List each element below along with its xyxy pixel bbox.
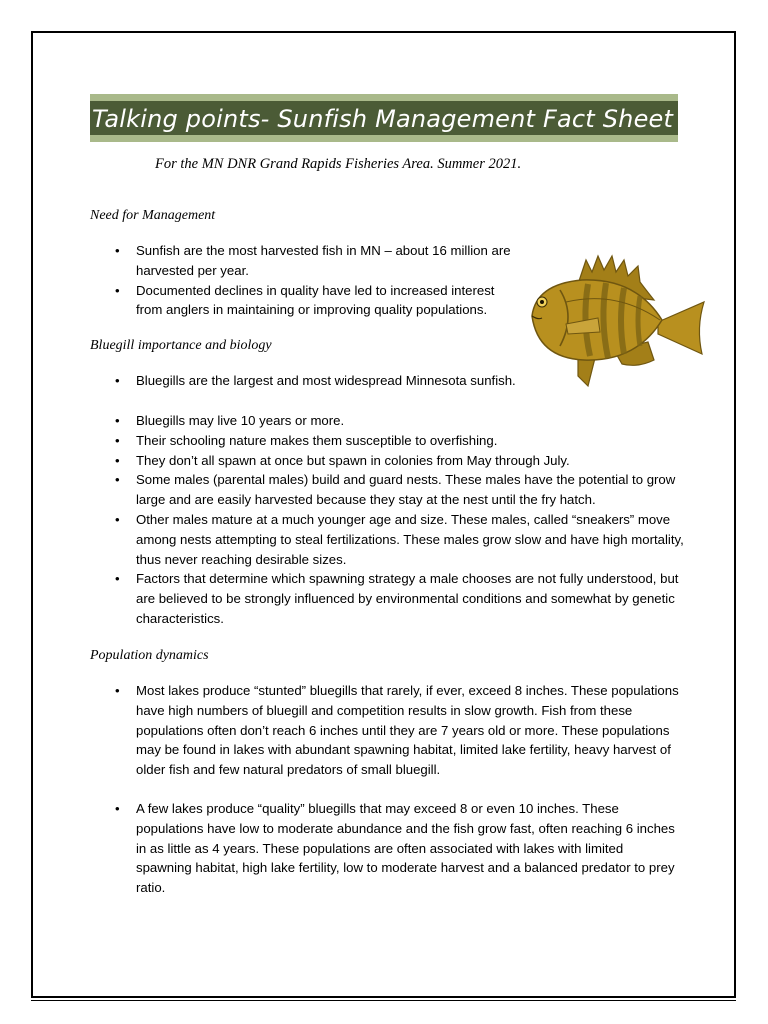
bullet-icon: • bbox=[115, 511, 120, 527]
section-heading-population-dynamics: Population dynamics bbox=[90, 648, 209, 663]
bullet-icon: • bbox=[115, 571, 120, 587]
bullet-list-need-for-management bbox=[112, 241, 514, 320]
subtitle: For the MN DNR Grand Rapids Fisheries Area. Summer 2021. bbox=[155, 156, 522, 172]
list-item: • Sunfish are the most harvested fish in MN – about 16 million are harvested per year. bbox=[115, 243, 511, 278]
list-item: • Some males (parental males) build and guard nests. These males have the potential to grow large and are easily harvested because they stay at the nest until the fry hatch. bbox=[115, 472, 676, 508]
bullet-icon: • bbox=[115, 373, 120, 388]
bullet-icon: • bbox=[115, 413, 120, 428]
fish-stripe bbox=[638, 296, 640, 346]
bullet-icon: • bbox=[115, 452, 120, 468]
page-title: Talking points- Sunfish Management Fact Sheet bbox=[92, 105, 674, 133]
bullet-list-bluegill-a bbox=[112, 371, 522, 391]
list-item: • Their schooling nature makes them susceptible to overfishing. bbox=[112, 431, 688, 451]
bullet-list-population-a bbox=[112, 681, 682, 780]
bullet-icon: • bbox=[115, 243, 120, 258]
bullet-icon: • bbox=[115, 472, 120, 488]
bullet-icon: • bbox=[115, 683, 120, 698]
bullet-list-bluegill-b bbox=[112, 411, 688, 629]
bullet-icon: • bbox=[115, 432, 120, 448]
list-item: • Other males mature at a much younger age and size. These males, called “sneakers” move among nests attempting to steal fertilizations. These males grow slow and have high mortality, thus never reaching desirable sizes. bbox=[115, 511, 684, 567]
list-item: • Bluegills are the largest and most widespread Minnesota sunfish. bbox=[112, 371, 522, 391]
section-heading-bluegill-importance: Bluegill importance and biology bbox=[90, 338, 272, 353]
list-item: • They don’t all spawn at once but spawn in colonies from May through July. bbox=[112, 451, 688, 471]
fish-tail bbox=[658, 302, 704, 354]
bullet-icon: • bbox=[115, 282, 120, 298]
list-item: • Factors that determine which spawning strategy a male chooses are not fully understood, but are believed to be strongly influenced by environmental conditions and somewhat by genetic characteristics. bbox=[115, 571, 679, 626]
fish-stripe bbox=[621, 288, 624, 354]
list-item: • Most lakes produce “stunted” bluegills that rarely, if ever, exceed 8 inches. These populations have high numbers of bluegill and competition results in slow growth. Fish from these populations often don’t reach 6 inches until they are 7 years old or more. These populations may be found in lakes with abundant spawning habitat, limited lake fertility, heavy harvest of older fish and few natural predators of small bluegill. bbox=[115, 683, 679, 778]
list-item: • A few lakes produce “quality” bluegills that may exceed 8 or even 10 inches. These populations have low to moderate abundance and the fish grow fast, often reaching 6 inches in as little as 4 years. These populations are often associated with lakes with limited spawning habitat, high lake fertility, low to moderate harvest and a balanced predator to prey ratio. bbox=[115, 801, 675, 896]
list-item: • Documented declines in quality have led to increased interest from anglers in maintaining or improving quality populations. bbox=[115, 282, 495, 318]
sunfish-illustration bbox=[526, 250, 708, 390]
section-heading-need-for-management: Need for Management bbox=[90, 208, 216, 223]
fish-pupil bbox=[540, 300, 544, 304]
bullet-list-population-b bbox=[112, 799, 682, 898]
bullet-icon: • bbox=[115, 801, 120, 816]
page-bottom-rule bbox=[31, 1000, 736, 1001]
list-item: • Bluegills may live 10 years or more. bbox=[112, 411, 688, 431]
